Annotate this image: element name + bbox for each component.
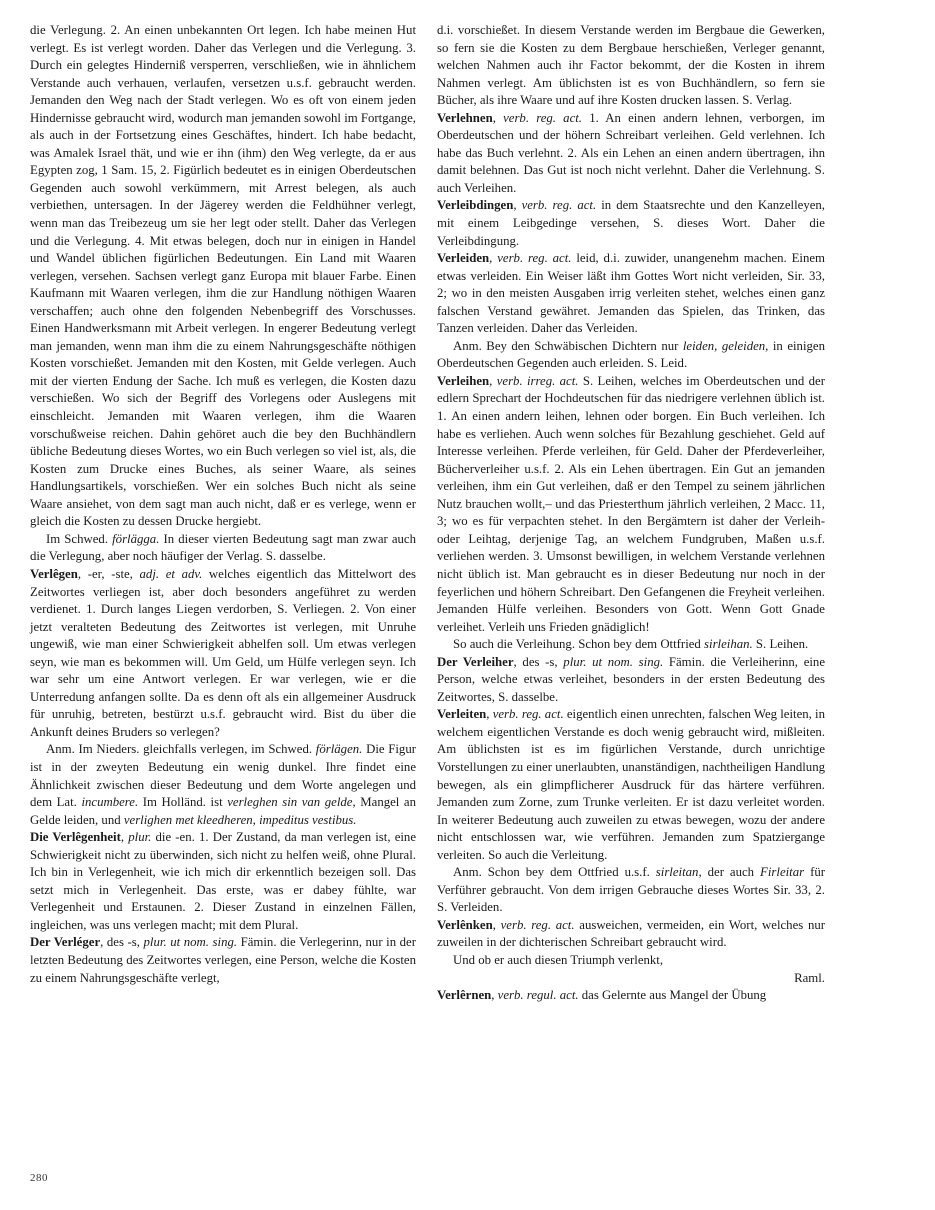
left-paragraph [30, 741, 416, 829]
right-paragraph [437, 987, 825, 1005]
text-run: eigentlich einen unrechten, falschen Weg leiten, in welchem eigentlichen Verstande es doch wenig gebraucht wird, mißleiten. Am üblichsten ist es im figürlichen Verstande, durch unrichtige Vorstellungen zu einer unerlaubten, unanständigen, nachtheiligen Handlung bewegen, als ein glimpflicherer Ausdruck für das härtere verführen. Jemanden zum Zorne, zum Trunke verleiten. Er ist dazu verleitet worden. In weiterer Bedeutung auch zuweilen zu etwas bewegen, wozu der andere nicht entschlossen war, wie verführen. Jemanden zum Spatziergange verleiten. So auch die Verleitung. [437, 707, 826, 862]
text-run: Und ob er auch diesen Triumph verlenkt, [453, 952, 664, 967]
right-paragraph [437, 22, 825, 110]
italic-run: verb. irreg. act. [496, 373, 579, 388]
text-run: d.i. vorschießet. In diesem Verstande werden im Bergbaue die Gewerken, so fern sie die Kosten zu dem Bergbaue herschießen, Verleger genannt, welchen Nahmen auch ihr Factor bekommt, der die Kosten in ihrem Nahmen verlegt. Am üblichsten ist es von Buchhändlern, so fern sie Bücher, als ihre Waare und auf ihre Kosten drucken lassen. S. Verlag. [437, 23, 825, 108]
text-run: Fämin. die Verleiherinn, eine Person, welche etwas verleihet, besonders in der ersten Bedeutung des Zeitwortes, S. dasselbe. [437, 654, 826, 704]
text-run: , [489, 373, 497, 388]
left-column [30, 22, 416, 987]
left-paragraph [30, 22, 416, 531]
left-paragraph [30, 566, 416, 741]
headword: Der Verléger [30, 935, 101, 950]
text-run: In dieser vierten Bedeutung sagt man zwar auch die Verlegung, aber noch häufiger der Verlag. S. dasselbe. [30, 531, 417, 564]
italic-run: leiden, geleiden, [682, 338, 769, 353]
text-run: ausweichen, vermeiden, ein Wort, welches nur zuweilen in der dichterischen Schreibart gebraucht wird. [437, 917, 825, 950]
text-run: Fämin. die Verlegerinn, nur in der letzten Bedeutung des Zeitwortes verlegen, eine Person, welche die Kosten zu einem Nahrungsgeschäfte verlegt, [30, 935, 416, 985]
headword: Verlêgen [30, 566, 78, 581]
text-run: Im Schwed. [46, 531, 113, 546]
italic-run: förlägen. [315, 742, 363, 757]
text-run: Im Holländ. ist [138, 795, 228, 810]
text-run: 1. An einen andern lehnen, verborgen, im Oberdeutschen und der höhern Schreibart verleihen. Geld verlehnen. Ich habe das Buch verlehnt. 2. Als ein Lehen an einen andern übertragen, ihn damit belehnen. Das Gut ist noch nicht verlehnt. Daher die Verlehnung. S. auch Verleihen. [437, 110, 826, 195]
headword: Verlêrnen [437, 988, 492, 1003]
right-verse-right [437, 970, 825, 988]
italic-run: sirleihan. [704, 637, 753, 652]
text-run: , [486, 707, 493, 722]
italic-run: verb. reg. act. [492, 707, 564, 722]
italic-run: verb. reg. act. [503, 110, 583, 125]
text-run: die Verlegung. 2. An einen unbekannten Ort legen. Ich habe meinen Hut verlegt. Es ist verlegt worden. Daher das Verlegen und die Verlegung. 3. Durch ein gelegtes Hinderniß versperren, verschließen, wie in ähnlichem Verstande auch verhauen, verlaufen, versetzen u.s.f. gebraucht werden. Jemanden den Weg nach der Stadt verlegen. Wo es oft von einem jeden Hindernisse gebraucht wird, wodurch man jemanden sowohl im Fortgange, als auch in der Fortsetzung eines Geschäftes, hindert. Ich habe bedacht, was Amalek Israel thät, und wie er ihn (ihm) den Weg verlegte, da er aus Egypten zog, 1 Sam. 15, 2. Figürlich bedeutet es in einigen Oberdeutschen Gegenden auch sowohl verkümmern, mit Arrest belegen, als auch verbiethen, untersagen. In der Jägerey werden die Feldhühner verlegt, wenn man das Treibezeug um sie her legt oder stellt. Daher das Verlegen und die Verlegung. 4. Mit etwas belegen, doch nur in einigen in Handel und Wandel üblichen figürlichen Bedeutungen. Ein Land mit Waaren verlegen, versehen. Sachsen verlegt ganz Europa mit blauer Farbe. Einen Kaufmann mit Waaren verlegen, ihm die zur Handlung nöthigen Waaren verschaffen; auch ohne den folgenden Nebenbegriff des Vorschusses. Einen Handwerksmann mit Arbeit verlegen. In engerer Bedeutung verlegt man jemanden, wenn man ihm die zu einem Nahrungsgeschäfte nöthigen Kosten vorschießet. Jemanden mit den Kosten, mit Gelde verlegen. Auch mit der vierten Endung der Sache. Ich muß es verlegen, die Kosten dazu verschießen. Wo sich der Begriff des Vorlegens oder Auslegens mit einschleicht. Jemanden mit Waaren verlegen, ihm die Waaren vorschußweise reichen. Dahin gehöret auch die bey den Buchhändlern übliche Bedeutung dieses Wortes, wo ein Buch verlegen so viel ist, als, die Kosten zum Drucke eines Buches, als seiner Waare, als seines Handlungsartikels, vorschießen. Wer ein solches Buch nicht als seine Waare ansiehet, von dem sagt man auch nicht, daß er es verlege, wenn er gleich die Kosten zu dessen Drucke hergiebt. [30, 23, 416, 529]
italic-run: förlägga. [112, 531, 160, 546]
headword: Verlehnen [437, 110, 493, 125]
headword: Verleiden [437, 251, 490, 266]
right-verse [437, 952, 825, 970]
text-run: Anm. Im Nieders. gleichfalls verlegen, im Schwed. [46, 742, 316, 757]
headword: Die Verlêgenheit [30, 830, 121, 845]
text-run: Anm. Schon bey dem Ottfried u.s.f. [453, 865, 656, 880]
text-run: der auch [701, 865, 761, 880]
italic-run: incumbere. [81, 795, 139, 810]
italic-run: verb. reg. act. [521, 198, 597, 213]
right-paragraph [437, 110, 825, 198]
text-run: , [492, 110, 504, 125]
text-run: welches eigentlich das Mittelwort des Zeitwortes verliegen ist, aber doch besonders angeführet zu werden verdienet. 1. Durch langes Liegen verdorben, S. Verliegen. 2. Von einer jetzt veralteten Bedeutung des Zeitwortes ist verlegen, mit Unruhe ungewiß, wie man einer Schwierigkeit abhelfen soll. Um etwas verlegen seyn, wie man es bekommen will. Um Geld, um Hülfe verlegen seyn. Ich war sehr um eine Antwort verlegen. Er war verlegen, wie er die Unterredung anfangen sollte. Da es denn oft als ein allgemeiner Ausdruck für unruhig, betreten, bestürzt u.s.f. gebraucht wird. Bist du über die Ankunft deines Bruders so verlegen? [30, 566, 416, 739]
page-number: 280 [30, 1172, 48, 1184]
left-paragraph [30, 829, 416, 934]
headword: Verleibdingen [437, 198, 514, 213]
text-run: die -en. 1. Der Zustand, da man verlegen ist, eine Schwierigkeit nicht zu überwinden, sich nicht zu helfen weiß, ohne Plural. Ich bin in Verlegenheit, wie ich mich dir erkenntlich bezeigen soll. Das setzt mich in Verlegenheit. Das erste, was er dabey fühlte, war Verlegenheit und Erstaunen. 2. Dieser Zustand in einzelnen Fällen, ingleichen, was uns verlegen macht; mit dem Plural. [30, 830, 417, 932]
italic-run: plur. ut nom. sing. [563, 654, 664, 669]
text-run: für Verführer gebraucht. Von dem irrigen Gebrauche dieses Wortes Sir. 33, 2. S. Verleiden. [437, 865, 825, 915]
text-run: leid, d.i. zuwider, unangenehm machen. Einem etwas verleiden. Ein Weiser läßt ihm Gottes Wort nicht verleiden, Sir. 33, 2; wo in den meisten Ausgaben irrig verleiten stehet, welches einen ganz falschen Verstand gewähret. Jemanden das Spielen, das Trinken, das Tanzen verleiden. Daher das Verleiden. [437, 251, 826, 336]
headword: Verleihen [437, 373, 490, 388]
text-run: , [492, 917, 501, 932]
left-paragraph [30, 531, 416, 566]
right-paragraph [437, 338, 825, 373]
left-paragraph [30, 934, 416, 987]
text-run: , [513, 198, 522, 213]
text-run: , [491, 988, 498, 1003]
text-run: , [120, 830, 129, 845]
text-run: in dem Staatsrechte und den Kanzelleyen, mit einem Leibgedinge versehen, S. dieses Wort. Daher die Verleibdingung. [437, 198, 825, 248]
text-run: das Gelernte aus Mangel der Übung [578, 988, 767, 1003]
right-paragraph [437, 197, 825, 250]
italic-run: plur. [128, 830, 152, 845]
right-paragraph [437, 636, 825, 654]
right-paragraph [437, 706, 825, 864]
right-paragraph [437, 373, 825, 636]
right-paragraph [437, 654, 825, 707]
italic-run: verlighen met kleedheren, impeditus vestibus. [123, 812, 357, 827]
headword: Der Verleiher [437, 654, 514, 669]
headword: Verlênken [437, 917, 493, 932]
italic-run: sirleitan, [655, 865, 702, 880]
right-paragraph [437, 917, 825, 952]
italic-run: verb. regul. act. [497, 988, 579, 1003]
italic-run: verleghen sin van gelde, [227, 795, 356, 810]
right-paragraph [437, 864, 825, 917]
italic-run: verb. reg. act. [497, 251, 572, 266]
text-run: , des -s, [100, 935, 144, 950]
text-run: Mangel an Gelde leiden, und [30, 795, 416, 827]
italic-run: verb. reg. act. [500, 917, 575, 932]
italic-run: adj. et adv. [139, 566, 203, 581]
text-run: Anm. Bey den Schwäbischen Dichtern nur [453, 338, 683, 353]
italic-run: plur. ut nom. sing. [143, 935, 238, 950]
text-run: Die Figur ist in der zweyten Bedeutung ein wenig dunkel. Ihre findet eine Ähnlichkeit zwischen dieser Bedeutung und dem Worte angelegen und dem Lat. [30, 742, 416, 810]
text-run: So auch die Verleihung. Schon bey dem Ottfried [453, 637, 705, 652]
text-run: , [489, 251, 498, 266]
right-column [437, 22, 825, 1005]
headword: Verleiten [437, 707, 487, 722]
text-run: , -er, -ste, [77, 566, 140, 581]
text-run: S. Leihen, welches im Oberdeutschen und der edlern Sprechart der Hochdeutschen für das niedrigere verlehnen üblich ist. 1. An einen andern leihen, lehnen oder borgen. Ein Buch verleihen. Ich habe es verliehen. Auch wenn solches für Bezahlung geschiehet. Geld auf Interesse verleihen. Pferde verleihen, für Geld. Daher der Pferdeverleiher, Bücherverleiher u.s.f. 2. Als ein Lehen übertragen. Ein Gut an jemanden verleihen, ihm ein Gut verleihen, daß er den Tempel zu seinem jährlichen Nutz brauchen wollt,– und das Priesterthum jährlich verleihen, 2 Macc. 11, 3; wo es für verpachten stehet. In den Bergämtern ist daher der Verleih- oder Leihtag, derjenige Tag, an welchem Fundgruben, Maßen u.s.f. verliehen werden. 3. Umsonst bewilligen, in welchem Verstande verlehnen nicht üblich ist. Man gebraucht es in dieser Bedeutung nur noch in der feyerlichen und höhern Schreibart. Den Gefangenen die Freyheit verleihen. Jemanden Hülfe verleihen. Besonders von Gott. Wenn Gott Gnade verleihet. Verleih uns Frieden gnädiglich! [437, 373, 825, 634]
text-run: Raml. [794, 970, 825, 985]
right-paragraph [437, 250, 825, 338]
italic-run: Firleitar [760, 865, 805, 880]
text-run: S. Leihen. [752, 637, 809, 652]
text-run: in einigen Oberdeutschen Gegenden auch erleiden. S. Leid. [437, 338, 825, 371]
text-run: , des -s, [513, 654, 564, 669]
